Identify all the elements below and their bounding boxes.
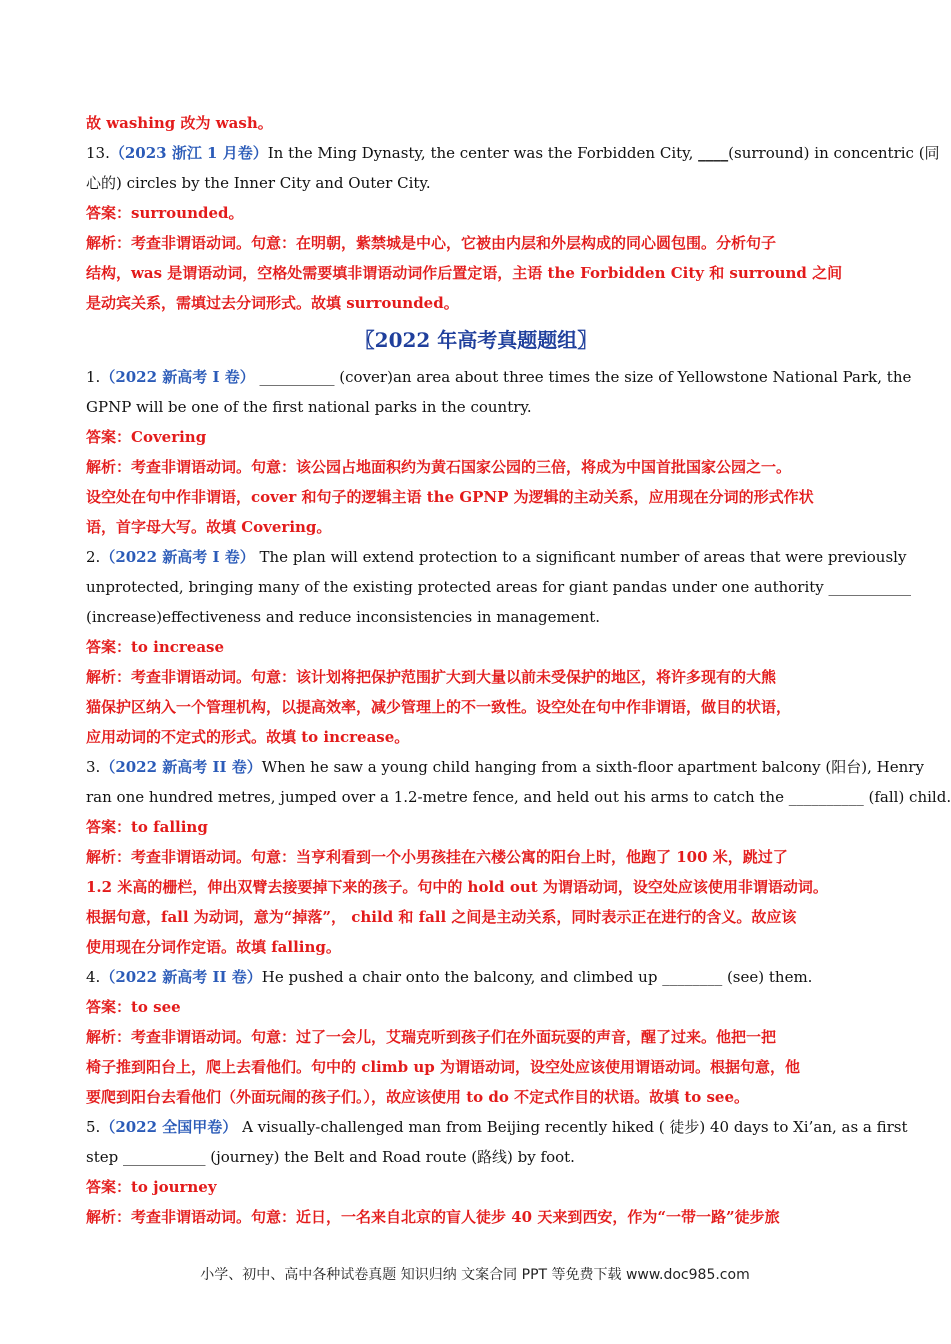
question-source-tag: （2023 浙江 1 月卷）	[109, 144, 268, 162]
question-2	[86, 542, 907, 572]
explanation-line: 解析：考查非谓语动词。句意：该计划将把保护范围扩大到大量以前未受保护的地区，将许多现有的大熊	[86, 668, 777, 686]
explanation-line: 语，首字母大写。故填 Covering。	[86, 518, 332, 536]
answer-line: 答案：to falling	[86, 818, 208, 836]
question-number: 1.	[86, 368, 101, 386]
explanation-line: 解析：考查非谓语动词。句意：近日，一名来自北京的盲人徒步 40 天来到西安，作为“一带一路”徒步旅	[86, 1208, 780, 1226]
question-5	[86, 1112, 908, 1142]
answer-line: 答案：to see	[86, 998, 181, 1016]
question-text-line: unprotected, bringing many of the existing protected areas for giant pandas under one authority ___________	[86, 578, 912, 596]
explanation-line: 猫保护区纳入一个管理机构，以提高效率，减少管理上的不一致性。设空处在句中作非谓语，做目的状语，	[86, 698, 792, 716]
question-1	[86, 362, 912, 392]
question-4	[86, 962, 866, 992]
page-footer: 小学、初中、高中各种试卷真题 知识归纳 文案合同 PPT 等免费下载 www.doc985.com	[200, 1267, 750, 1283]
question-text: In the Ming Dynasty, the center was the Forbidden City,	[267, 144, 699, 162]
document-page	[86, 108, 951, 1232]
explanation-line: 椅子推到阳台上，爬上去看他们。句中的 climb up 为谓语动词，设空处应该使用谓语动词。根据句意，他	[86, 1058, 800, 1076]
explanation-line: 应用动词的不定式的形式。故填 to increase。	[86, 728, 410, 746]
question-source-tag: （2022 新高考 II 卷）	[100, 968, 262, 986]
answer-line: 答案：surrounded。	[86, 204, 244, 222]
explanation-line: 要爬到阳台去看他们（外面玩闹的孩子们。），故应该使用 to do 不定式作目的状语。故填 to see。	[86, 1088, 750, 1106]
explanation-line: 使用现在分词作定语。故填 falling。	[86, 938, 341, 956]
answer-line: 答案：to increase	[86, 638, 225, 656]
question-number: 13.	[86, 144, 110, 162]
question-number: 2.	[86, 548, 101, 566]
question-text: A visually-challenged man from Beijing recently hiked ( 徒步) 40 days to Xi’an, as a first	[237, 1118, 908, 1136]
question-13	[86, 138, 940, 168]
explanation-line: 解析：考查非谓语动词。句意：过了一会儿，艾瑞克听到孩子们在外面玩耍的声音，醒了过来。他把一把	[86, 1028, 777, 1046]
question-text: The plan will extend protection to a significant number of areas that were previously	[254, 548, 907, 566]
answer-line: 答案：to journey	[86, 1178, 217, 1196]
question-3	[86, 752, 924, 782]
explanation-line: 解析：考查非谓语动词。句意：该公园占地面积约为黄石国家公园的三倍，将成为中国首批国家公园之一。	[86, 458, 792, 476]
question-text: When he saw a young child hanging from a sixth-floor apartment balcony (阳台), Henry	[261, 758, 924, 776]
question-text-line: (increase)effectiveness and reduce inconsistencies in management.	[86, 608, 601, 626]
question-number: 4.	[86, 968, 101, 986]
section-heading: 〖2022 年高考真题题组〗	[354, 328, 598, 352]
explanation-line: 解析：考查非谓语动词。句意：在明朝，紫禁城是中心，它被由内层和外层构成的同心圆包围。分析句子	[86, 234, 777, 252]
question-text: He pushed a chair onto the balcony, and climbed up ________ (see) them.	[261, 968, 813, 986]
question-source-tag: （2022 新高考 I 卷）	[100, 368, 255, 386]
question-number: 3.	[86, 758, 101, 776]
question-source-tag: （2022 全国甲卷）	[100, 1118, 238, 1136]
question-text-line: GPNP will be one of the first national parks in the country.	[86, 398, 532, 416]
question-text: (surround) in concentric (同	[728, 144, 940, 162]
question-text: __________ (cover)an area about three times the size of Yellowstone National Park, the	[254, 368, 912, 386]
explanation-line: 结构，was 是谓语动词，空格处需要填非谓语动词作后置定语，主语 the Forbidden City 和 surround 之间	[86, 264, 843, 282]
question-source-tag: （2022 新高考 I 卷）	[100, 548, 255, 566]
explanation-line: 解析：考查非谓语动词。句意：当亨利看到一个小男孩挂在六楼公寓的阳台上时，他跑了 100 米，跳过了	[86, 848, 788, 866]
explanation-line: 设空处在句中作非谓语，cover 和句子的逻辑主语 the GPNP 为逻辑的主动关系，应用现在分词的形式作状	[86, 488, 814, 506]
answer-line: 答案：Covering	[86, 428, 207, 446]
explanation-line: 根据句意，fall 为动词，意为“掉落”， child 和 fall 之间是主动关系，同时表示正在进行的含义。故应该	[86, 908, 797, 926]
explanation-line: 是动宾关系，需填过去分词形式。故填 surrounded。	[86, 294, 459, 312]
explanation-line: 1.2 米高的栅栏，伸出双臂去接要掉下来的孩子。句中的 hold out 为谓语动词，设空处应该使用非谓语动词。	[86, 878, 828, 896]
answer-blank: ____	[698, 144, 729, 162]
question-source-tag: （2022 新高考 II 卷）	[100, 758, 262, 776]
question-text-line: step ___________ (journey) the Belt and Road route (路线) by foot.	[86, 1148, 575, 1166]
question-number: 5.	[86, 1118, 101, 1136]
question-text-line: 心的) circles by the Inner City and Outer City.	[86, 174, 431, 192]
question-text-line: ran one hundred metres, jumped over a 1.2-metre fence, and held out his arms to catch the __________ (fall) child.	[86, 788, 951, 806]
carry-over-line: 故 washing 改为 wash。	[86, 114, 273, 132]
